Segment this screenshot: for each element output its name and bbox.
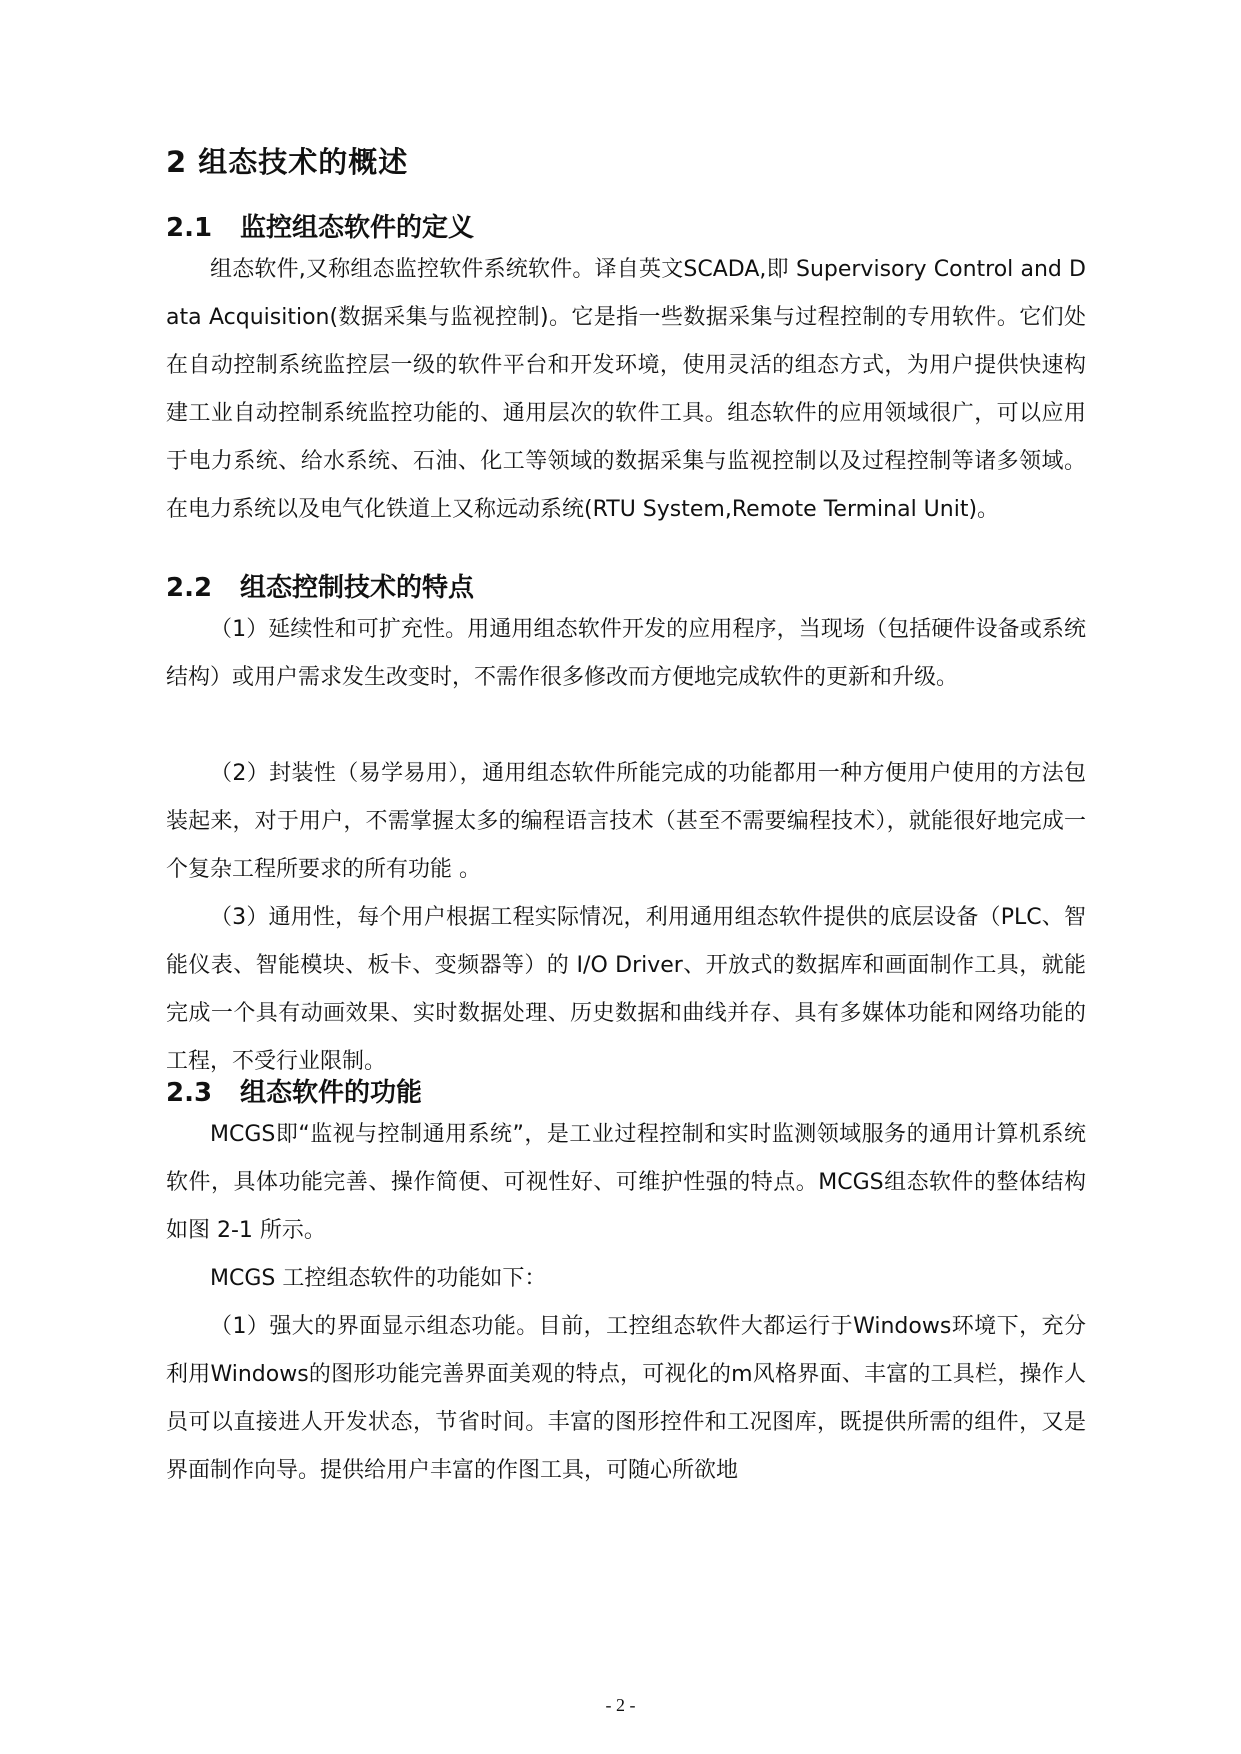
paragraph-2-3-1: MCGS即“监视与控制通用系统”，是工业过程控制和实时监测领域服务的通用计算机系统软件，具体功能完善、操作简便、可视性好、可维护性强的特点。MCGS组态软件的整体结构如图 2-1 所示。 bbox=[166, 1122, 1086, 1243]
section-title: 组态控制技术的特点 bbox=[240, 573, 475, 603]
section-number: 2.1 bbox=[166, 213, 213, 243]
chapter-title: 2 组态技术的概述 bbox=[166, 145, 409, 179]
section-heading-2-3 bbox=[166, 1072, 422, 1109]
paragraph-2-2-2: （2）封装性（易学易用），通用组态软件所能完成的功能都用一种方便用户使用的方法包装起来，对于用户，不需掌握太多的编程语言技术（甚至不需要编程技术），就能很好地完成一个复杂工程所要求的所有功能 。 bbox=[166, 761, 1086, 882]
section-number: 2.3 bbox=[166, 1078, 213, 1108]
paragraph-2-1-1: 组态软件,又称组态监控软件系统软件。译自英文SCADA,即 Supervisory Control and Data Acquisition(数据采集与监视控制)。它是指一些数据采集与过程控制的专用软件。它们处在自动控制系统监控层一级的软件平台和开发环境，使用灵活的组态方式，为用户提供快速构建工业自动控制系统监控功能的、通用层次的软件工具。组态软件的应用领域很广，可以应用于电力系统、给水系统、石油、化工等领域的数据采集与监视控制以及过程控制等诸多领域。在电力系统以及电气化铁道上又称远动系统(RTU System,Remote Terminal Unit)。 bbox=[166, 257, 1086, 522]
section-number: 2.2 bbox=[166, 573, 213, 603]
section-title: 监控组态软件的定义 bbox=[240, 213, 475, 243]
section-heading-2-2 bbox=[166, 567, 474, 604]
paragraph-2-2-3: （3）通用性，每个用户根据工程实际情况，利用通用组态软件提供的底层设备（PLC、智能仪表、智能模块、板卡、变频器等）的 I/O Driver、开放式的数据库和画面制作工具，就能完成一个具有动画效果、实时数据处理、历史数据和曲线并存、具有多媒体功能和网络功能的工程，不受行业限制。 bbox=[166, 905, 1086, 1074]
paragraph-2-3-2: MCGS 工控组态软件的功能如下： bbox=[210, 1266, 547, 1291]
paragraph-2-3-3: （1）强大的界面显示组态功能。目前，工控组态软件大都运行于Windows环境下，充分利用Windows的图形功能完善界面美观的特点，可视化的m风格界面、丰富的工具栏，操作人员可以直接进人开发状态，节省时间。丰富的图形控件和工况图库，既提供所需的组件，又是界面制作向导。提供给用户丰富的作图工具，可随心所欲地 bbox=[166, 1314, 1086, 1483]
section-heading-2-1 bbox=[166, 207, 474, 244]
paragraph-2-2-1: （1）延续性和可扩充性。用通用组态软件开发的应用程序，当现场（包括硬件设备或系统结构）或用户需求发生改变时，不需作很多修改而方便地完成软件的更新和升级。 bbox=[166, 617, 1086, 690]
page-number: - 2 - bbox=[605, 1695, 636, 1715]
section-title: 组态软件的功能 bbox=[240, 1078, 423, 1108]
